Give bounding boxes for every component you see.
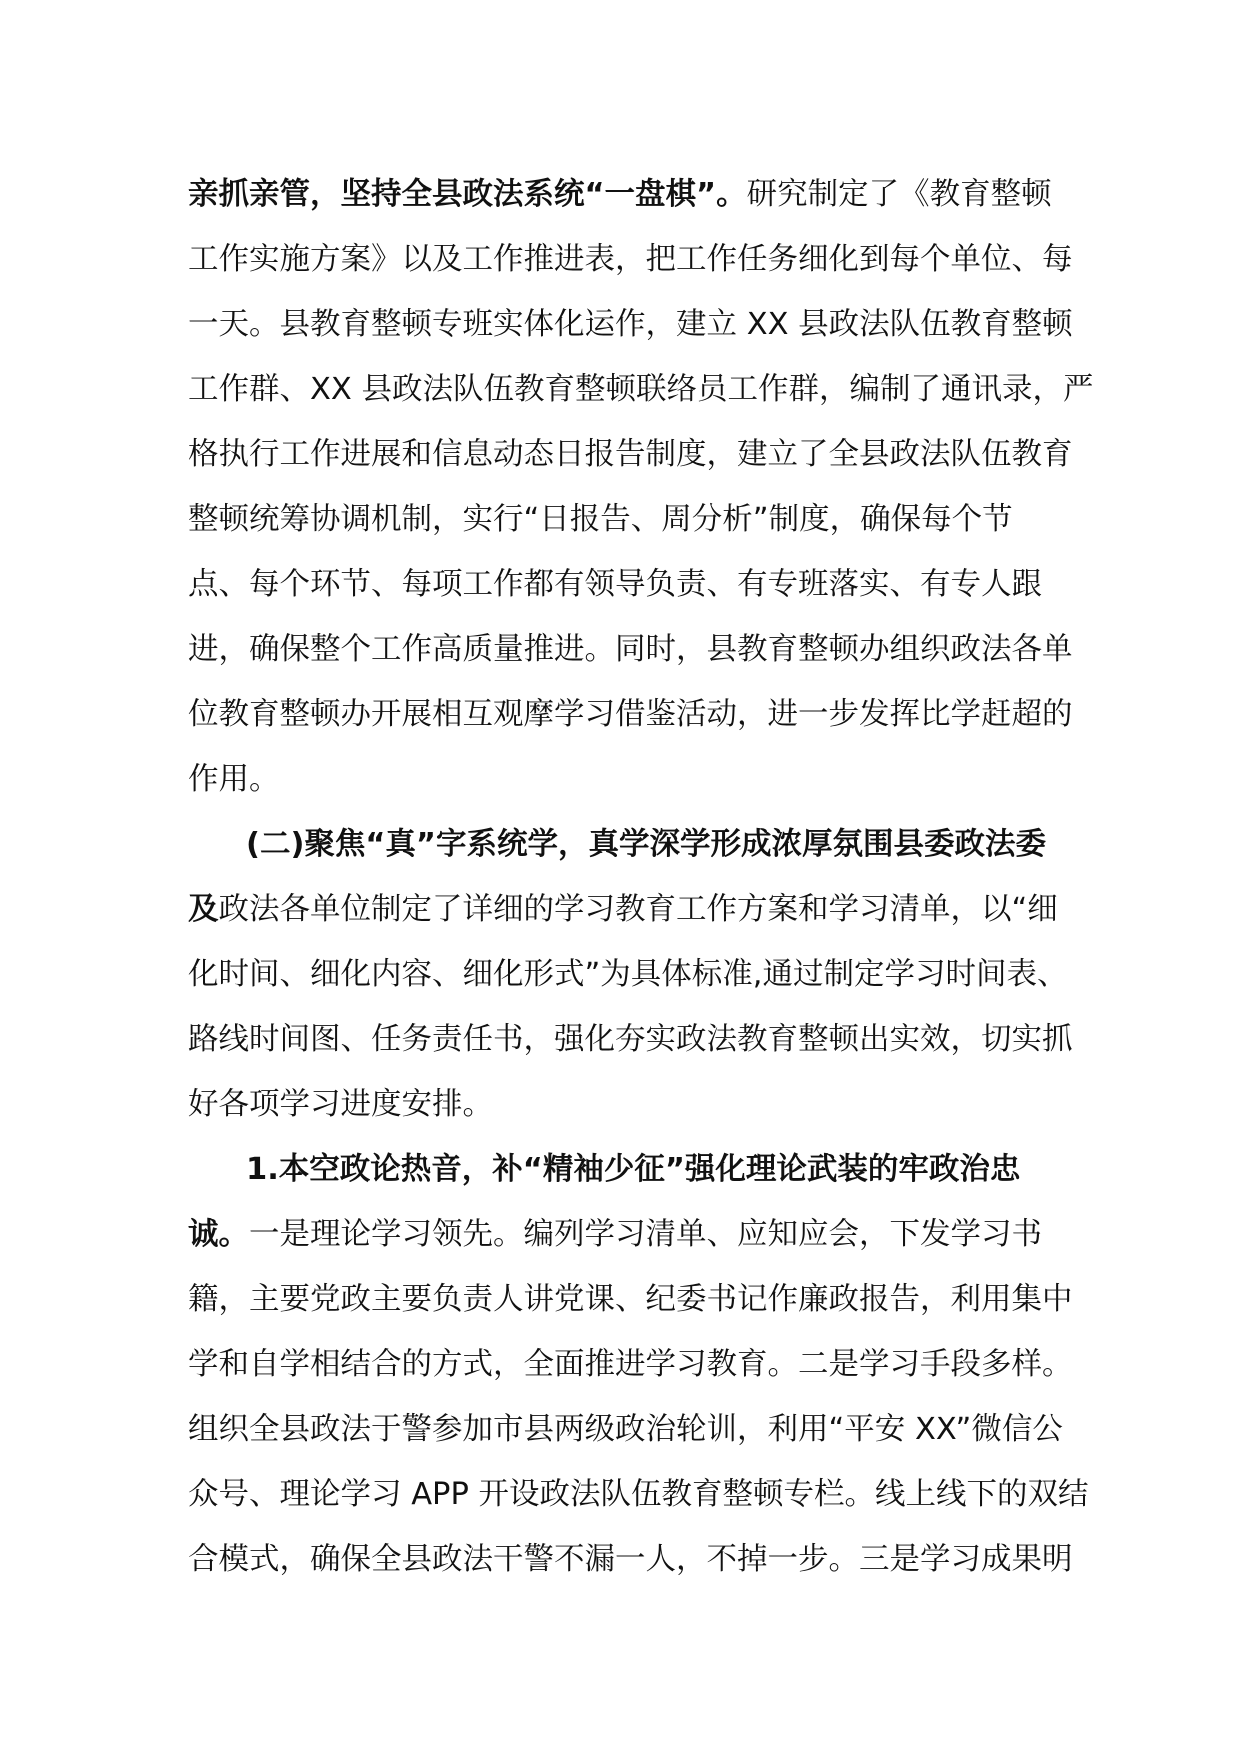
paragraph-2-text: 政法各单位制定了详细的学习教育工作方案和学习清单，以“细	[218, 892, 1058, 927]
paragraph-1-line: 工作实施方案》以及工作推进表，把工作任务细化到每个单位、每	[188, 242, 1073, 277]
paragraph-2-line: 化时间、细化内容、细化形式”为具体标准,通过制定学习时间表、	[188, 957, 1068, 992]
paragraph-3-line: 籍，主要党政主要负责人讲党课、纪委书记作廉政报告，利用集中	[188, 1282, 1073, 1317]
paragraph-1-line: 格执行工作进展和信息动态日报告制度，建立了全县政法队伍教育	[188, 437, 1073, 472]
paragraph-3-text: 一是理论学习领先。编列学习清单、应知应会，下发学习书	[249, 1217, 1042, 1252]
paragraph-3-heading: 1.本空政论热音，补“精袖少征”强化理论武装的牢政治忠	[246, 1152, 1021, 1187]
paragraph-3-bold-lead: 诚。	[188, 1217, 249, 1252]
paragraph-2-line: 好各项学习进度安排。	[188, 1087, 493, 1122]
paragraph-2-bold-lead: 及	[188, 892, 219, 927]
paragraph-3-line-2	[188, 1202, 1068, 1267]
paragraph-2-line: 路线时间图、任务责任书，强化夯实政法教育整顿出实效，切实抓	[188, 1022, 1073, 1057]
paragraph-1-line: 作用。	[188, 762, 280, 797]
paragraph-1-bold-lead: 亲抓亲管，坚持全县政法系统“一盘棋”。	[188, 177, 747, 212]
paragraph-1-line: 进，确保整个工作高质量推进。同时，县教育整顿办组织政法各单	[188, 632, 1073, 667]
paragraph-2-line-2	[188, 877, 1068, 942]
paragraph-1-line: 位教育整顿办开展相互观摩学习借鉴活动，进一步发挥比学赶超的	[188, 697, 1073, 732]
paragraph-3-line: 组织全县政法于警参加市县两级政治轮训，利用“平安 XX”微信公	[188, 1412, 1063, 1447]
paragraph-1-line: 一天。县教育整顿专班实体化运作，建立 XX 县政法队伍教育整顿	[188, 307, 1073, 342]
document-body	[188, 162, 1094, 1592]
paragraph-1-text: 研究制定了《教育整顿	[746, 177, 1052, 212]
paragraph-1-line: 整顿统筹协调机制，实行“日报告、周分析”制度，确保每个节	[188, 502, 1013, 537]
paragraph-1-line-1	[188, 162, 1068, 227]
paragraph-3-line: 众号、理论学习 APP 开设政法队伍教育整顿专栏。线上线下的双结	[188, 1477, 1089, 1512]
paragraph-2-heading: (二)聚焦“真”字系统学，真学深学形成浓厚氛围县委政法委	[246, 827, 1046, 862]
paragraph-1-line: 点、每个环节、每项工作都有领导负责、有专班落实、有专人跟	[188, 567, 1042, 602]
paragraph-3-line: 合模式，确保全县政法干警不漏一人，不掉一步。三是学习成果明	[188, 1542, 1073, 1577]
paragraph-1-line: 工作群、XX 县政法队伍教育整顿联络员工作群，编制了通讯录，严	[188, 372, 1094, 407]
paragraph-3-line: 学和自学相结合的方式，全面推进学习教育。二是学习手段多样。	[188, 1347, 1073, 1382]
